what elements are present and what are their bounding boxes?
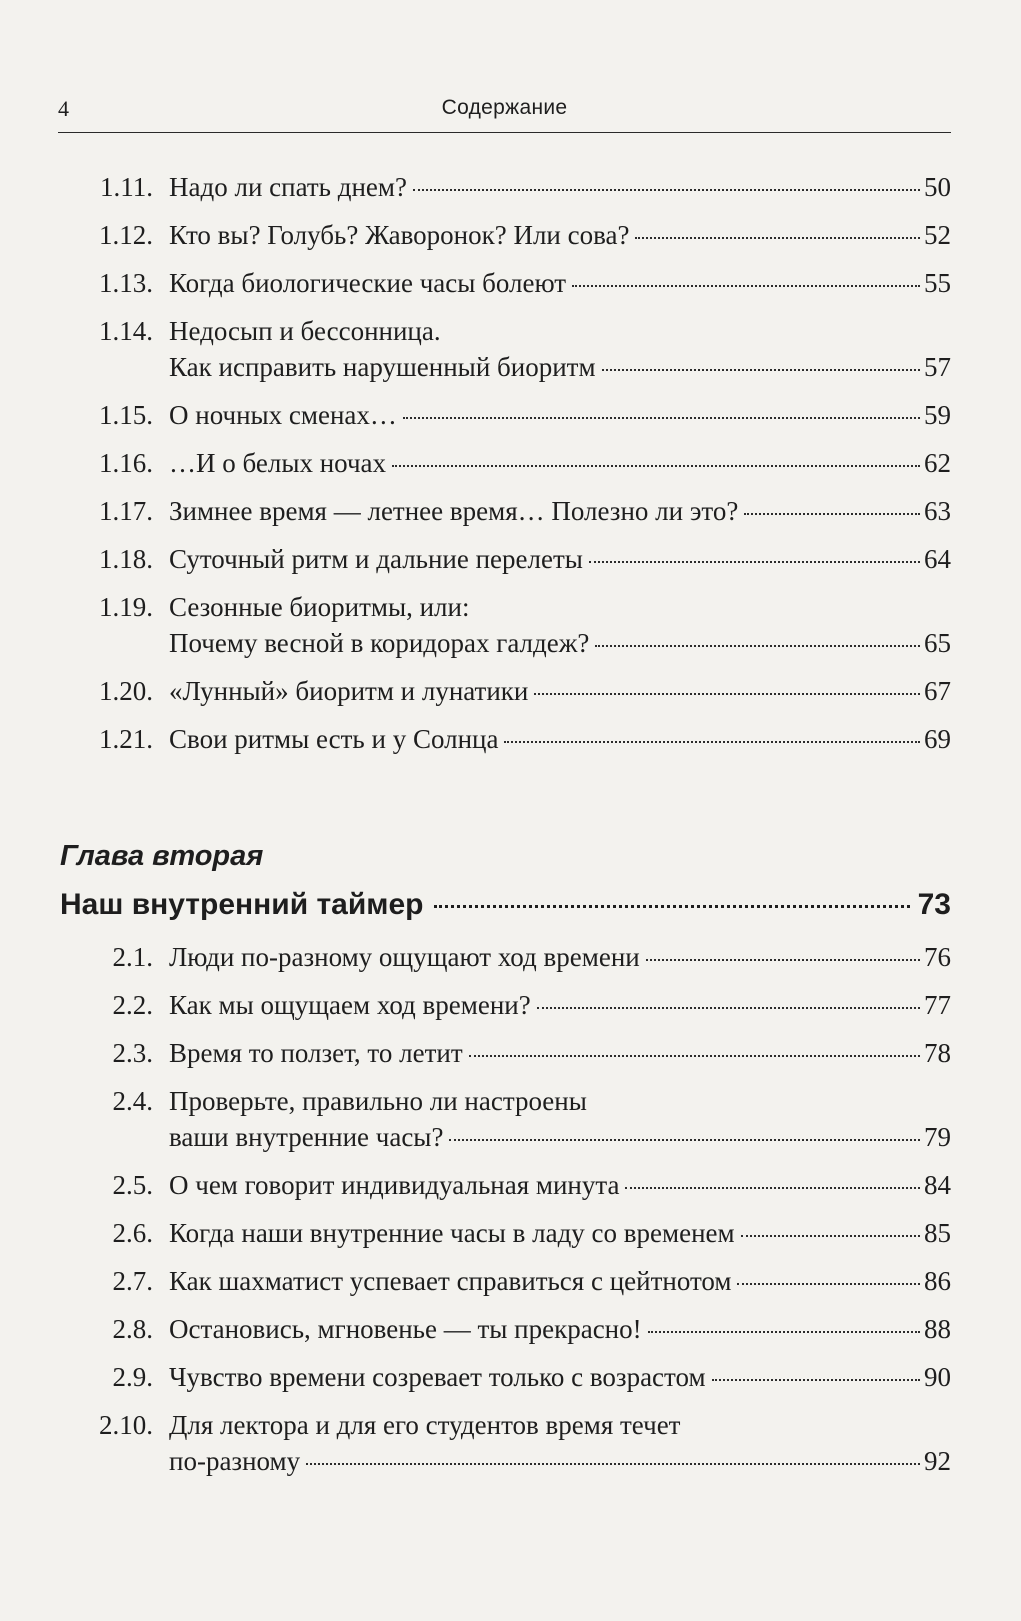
entry-title: Люди по-разному ощущают ход времени <box>169 942 640 972</box>
entry-title: О чем говорит индивидуальная минута <box>169 1170 620 1200</box>
leader-dots <box>413 189 920 191</box>
leader-dots <box>712 1379 920 1381</box>
entry-number: 1.15. <box>99 400 153 430</box>
leader-dots <box>744 513 920 515</box>
entry-title: О ночных сменах… <box>169 400 397 430</box>
leader-dots <box>534 693 920 695</box>
entry-page: 64 <box>924 544 951 574</box>
entry-title-line: Проверьте, правильно ли настроены <box>169 1086 587 1116</box>
leader-dots <box>589 561 920 563</box>
leader-dots <box>737 1283 920 1285</box>
entry-title-line: Сезонные биоритмы, или: <box>169 592 470 622</box>
entry-title: по-разному <box>169 1446 301 1476</box>
entry-page: 78 <box>924 1038 951 1068</box>
running-title: Содержание <box>441 96 568 119</box>
entry-title: Когда биологические часы болеют <box>169 268 567 298</box>
entry-page: 65 <box>924 628 951 658</box>
entry-page: 57 <box>924 352 951 382</box>
leader-dots <box>635 237 920 239</box>
leader-dots <box>434 905 910 908</box>
entry-number: 2.4. <box>112 1086 153 1116</box>
entry-number: 2.1. <box>112 942 153 972</box>
entry-number: 2.5. <box>112 1170 153 1200</box>
entry-page: 62 <box>924 448 951 478</box>
leader-dots <box>504 741 920 743</box>
entry-title: Остановись, мгновенье — ты прекрасно! <box>169 1314 642 1344</box>
entry-title: Как исправить нарушенный биоритм <box>169 352 596 382</box>
entry-page: 92 <box>924 1446 951 1476</box>
entry-title: …И о белых ночах <box>169 448 387 478</box>
entry-title: Суточный ритм и дальние перелеты <box>169 544 583 574</box>
entry-number: 1.14. <box>99 316 153 346</box>
entry-page: 69 <box>924 724 951 754</box>
page-number: 4 <box>58 96 69 121</box>
entry-page: 63 <box>924 496 951 526</box>
entry-title: Как мы ощущаем ход времени? <box>169 990 531 1020</box>
entry-page: 76 <box>924 942 951 972</box>
entry-number: 1.20. <box>99 676 153 706</box>
entry-title: Зимнее время — летнее время… Полезно ли это? <box>169 496 739 526</box>
leader-dots <box>392 465 920 467</box>
leader-dots <box>403 417 920 419</box>
entry-title: «Лунный» биоритм и лунатики <box>169 676 529 706</box>
entry-page: 88 <box>924 1314 951 1344</box>
entry-page: 67 <box>924 676 951 706</box>
entry-number: 1.21. <box>99 724 153 754</box>
entry-number: 2.6. <box>112 1218 153 1248</box>
leader-dots <box>537 1007 920 1009</box>
entry-number: 1.16. <box>99 448 153 478</box>
page-header <box>58 92 951 133</box>
chapter-title: Наш внутренний таймер <box>60 888 424 921</box>
entry-title: Как шахматист успевает справиться с цейтнотом <box>169 1266 732 1296</box>
entry-page: 90 <box>924 1362 951 1392</box>
leader-dots <box>306 1463 920 1465</box>
entry-number: 1.19. <box>99 592 153 622</box>
leader-dots <box>602 369 920 371</box>
chapter-title-line[interactable] <box>60 888 951 922</box>
entry-title: Время то ползет, то летит <box>169 1038 463 1068</box>
entry-title: Когда наши внутренние часы в ладу со временем <box>169 1218 735 1248</box>
chapter-label: Глава вторая <box>60 840 264 872</box>
chapter-page: 73 <box>917 888 951 921</box>
entry-page: 86 <box>924 1266 951 1296</box>
entry-page: 52 <box>924 220 951 250</box>
entry-title-line: Для лектора и для его студентов время течет <box>169 1410 681 1440</box>
entry-number: 1.17. <box>99 496 153 526</box>
entry-title: Надо ли спать днем? <box>169 172 407 202</box>
entry-number: 2.8. <box>112 1314 153 1344</box>
entry-title: Свои ритмы есть и у Солнца <box>169 724 499 754</box>
entry-title: ваши внутренние часы? <box>169 1122 444 1152</box>
entry-number: 1.11. <box>100 172 153 202</box>
entry-title: Почему весной в коридорах галдеж? <box>169 628 590 658</box>
entry-title: Чувство времени созревает только с возрастом <box>169 1362 706 1392</box>
leader-dots <box>469 1055 920 1057</box>
entry-number: 1.12. <box>99 220 153 250</box>
entry-number: 2.10. <box>99 1410 153 1440</box>
entry-page: 79 <box>924 1122 951 1152</box>
leader-dots <box>646 959 920 961</box>
entry-page: 59 <box>924 400 951 430</box>
leader-dots <box>449 1139 920 1141</box>
entry-number: 2.9. <box>112 1362 153 1392</box>
entry-title-line: Недосып и бессонница. <box>169 316 441 346</box>
entry-number: 2.3. <box>112 1038 153 1068</box>
entry-title: Кто вы? Голубь? Жаворонок? Или сова? <box>169 220 630 250</box>
leader-dots <box>648 1331 920 1333</box>
leader-dots <box>741 1235 920 1237</box>
leader-dots <box>595 645 920 647</box>
entry-page: 77 <box>924 990 951 1020</box>
entry-page: 50 <box>924 172 951 202</box>
entry-number: 2.7. <box>112 1266 153 1296</box>
entry-page: 84 <box>924 1170 951 1200</box>
entry-number: 1.13. <box>99 268 153 298</box>
entry-page: 55 <box>924 268 951 298</box>
leader-dots <box>572 285 920 287</box>
entry-number: 1.18. <box>99 544 153 574</box>
leader-dots <box>625 1187 920 1189</box>
entry-number: 2.2. <box>112 990 153 1020</box>
entry-page: 85 <box>924 1218 951 1248</box>
